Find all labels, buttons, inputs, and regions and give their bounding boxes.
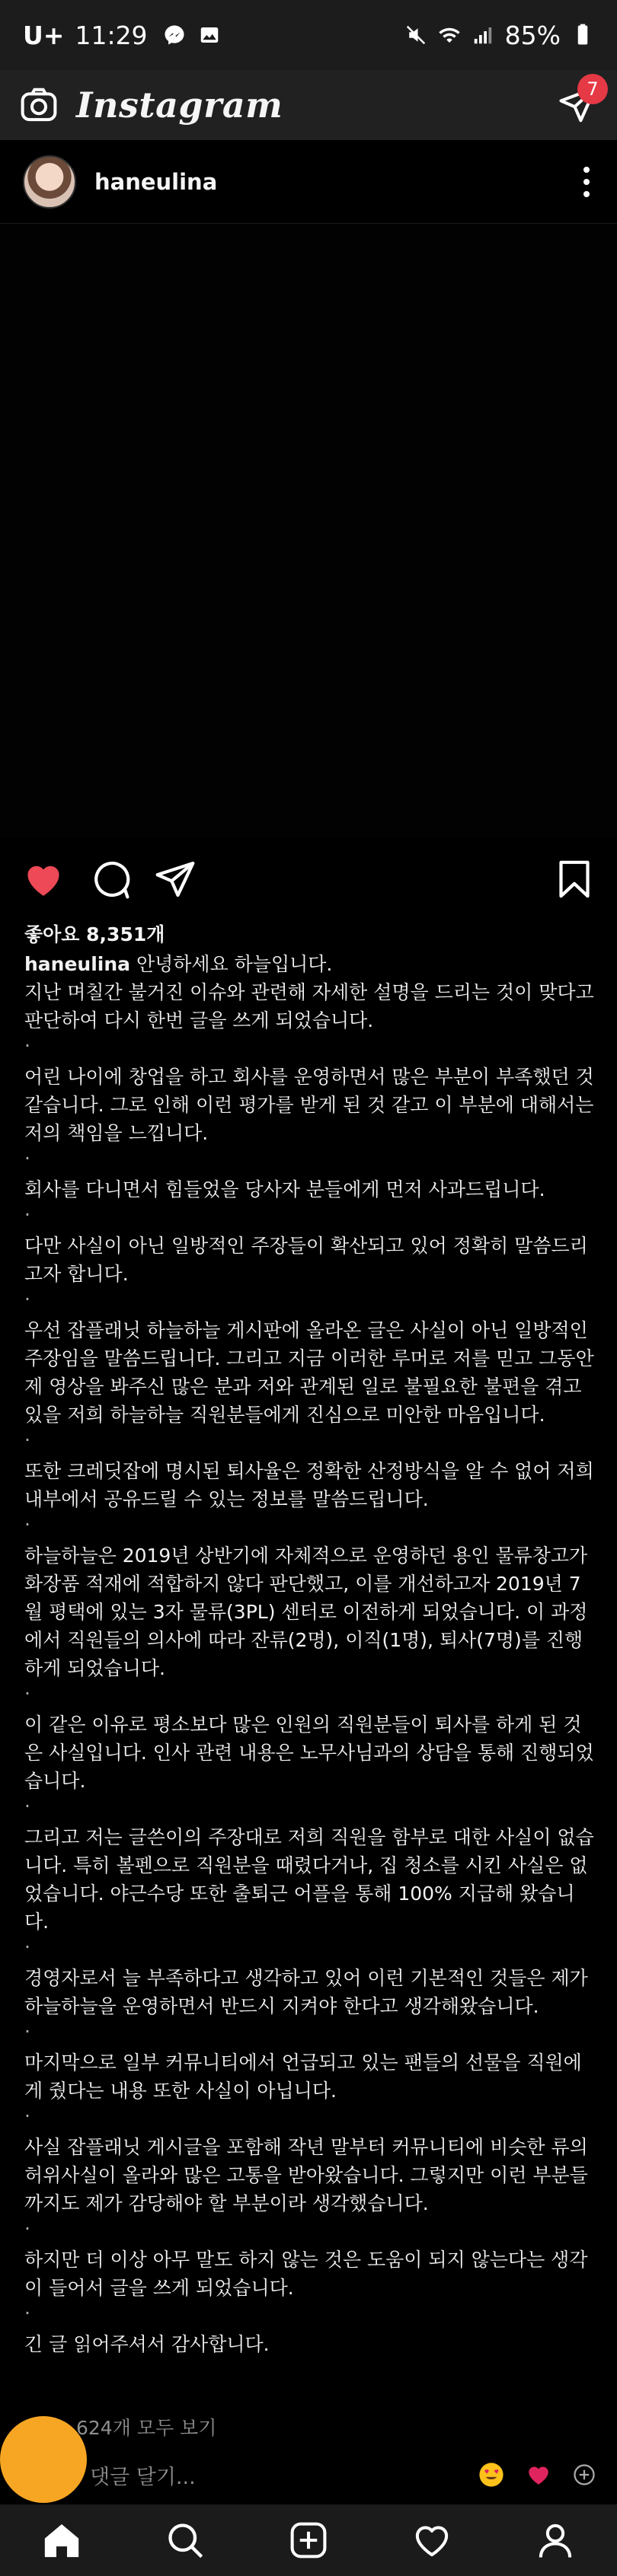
add-icon bbox=[288, 2520, 329, 2561]
bookmark-icon[interactable] bbox=[553, 858, 596, 901]
avatar[interactable] bbox=[23, 155, 76, 209]
caption-paragraph: 또한 크레딧잡에 명시된 퇴사율은 정확한 산정방식을 알 수 없어 저희 내부에서 공유드릴 수 있는 정보를 말씀드립니다. bbox=[24, 1460, 594, 1510]
quick-reactions bbox=[478, 2462, 596, 2488]
nav-profile[interactable] bbox=[532, 2517, 578, 2563]
activity-icon bbox=[411, 2520, 452, 2561]
red-heart-emoji-icon[interactable] bbox=[526, 2462, 551, 2488]
battery-percent: 85% bbox=[504, 20, 561, 50]
nav-home[interactable] bbox=[39, 2517, 85, 2563]
separator-dot: . bbox=[24, 1930, 30, 1953]
profile-icon bbox=[535, 2520, 576, 2561]
instagram-logo: Instagram bbox=[76, 84, 283, 126]
view-all-comments-link[interactable]: 624개 모두 보기 bbox=[76, 2417, 217, 2439]
post-username[interactable]: haneulina bbox=[94, 168, 218, 195]
caption-paragraph: 우선 잡플래닛 하늘하늘 게시판에 올라온 글은 사실이 아닌 일방적인 주장임을 말씀드립니다. 그리고 지금 이러한 루머로 저를 믿고 그동안 제 영상을 봐주신 많은 분과 저와 관계된 일로 불필요한 불편을 겪고 있을 저희 하늘하늘 직원분들에게 진심으로 미안한 마음입니다. bbox=[24, 1319, 594, 1426]
battery-icon bbox=[571, 24, 594, 46]
search-icon bbox=[165, 2520, 205, 2560]
share-icon[interactable] bbox=[154, 858, 197, 901]
post-caption bbox=[24, 950, 596, 2358]
post-media[interactable] bbox=[0, 224, 617, 837]
caption-paragraph: 다만 사실이 아닌 일방적인 주장들이 확산되고 있어 정확히 말씀드리고자 합니다. bbox=[24, 1235, 588, 1285]
caption-paragraph: 회사를 다니면서 힘들었을 당사자 분들에게 먼저 사과드립니다. bbox=[24, 1178, 545, 1200]
app-header bbox=[0, 70, 617, 140]
separator-dot: . bbox=[24, 2297, 30, 2319]
post-header bbox=[0, 140, 617, 224]
comment-input[interactable]: 댓글 달기... bbox=[90, 2465, 196, 2489]
carrier-label: U+ bbox=[23, 20, 65, 50]
camera-icon[interactable] bbox=[18, 84, 59, 126]
status-bar bbox=[0, 0, 617, 70]
separator-dot: . bbox=[24, 1142, 30, 1164]
comment-icon[interactable] bbox=[88, 858, 131, 901]
caption-paragraph: 긴 글 읽어주셔서 감사합니다. bbox=[24, 2333, 270, 2355]
mute-icon bbox=[404, 24, 427, 46]
caption-intro: 안녕하세요 하늘입니다. 지난 며칠간 불거진 이슈와 관련해 자세한 설명을 드리는 것이 맞다고 판단하여 다시 한번 글을 쓰게 되었습니다. bbox=[24, 953, 594, 1031]
separator-dot: . bbox=[24, 1283, 30, 1305]
bottom-nav bbox=[0, 2504, 617, 2576]
heart-eyes-emoji-icon[interactable] bbox=[478, 2462, 504, 2488]
separator-dot: . bbox=[24, 2099, 30, 2122]
separator-dot: . bbox=[24, 1198, 30, 1220]
comment-bar bbox=[0, 2451, 617, 2498]
separator-dot: . bbox=[24, 1790, 30, 1812]
post-actions bbox=[0, 845, 617, 913]
separator-dot: . bbox=[24, 1029, 30, 1051]
nav-activity[interactable] bbox=[409, 2517, 455, 2563]
caption-paragraph: 하지만 더 이상 아무 말도 하지 않는 것은 도움이 되지 않는다는 생각이 들어서 글을 쓰게 되었습니다. bbox=[24, 2249, 588, 2299]
dm-badge: 7 bbox=[577, 74, 608, 104]
add-reaction-icon[interactable] bbox=[573, 2463, 596, 2486]
caption-paragraph: 마지막으로 일부 커뮤니티에서 언급되고 있는 팬들의 선물을 직원에게 줬다는 내용 또한 사실이 아닙니다. bbox=[24, 2052, 582, 2102]
separator-dot: . bbox=[24, 2212, 30, 2234]
caption-paragraph: 이 같은 이유로 평소보다 많은 인원의 직원분들이 퇴사를 하게 된 것은 사실입니다. 인사 관련 내용은 노무사님과의 상담을 통해 진행되었습니다. bbox=[24, 1714, 594, 1792]
wifi-icon bbox=[438, 24, 461, 46]
direct-message-button[interactable] bbox=[558, 78, 599, 126]
heart-icon[interactable] bbox=[21, 857, 66, 901]
nav-create[interactable] bbox=[286, 2517, 331, 2563]
like-count[interactable]: 좋아요 8,351개 bbox=[24, 923, 165, 945]
caption-paragraph: 경영자로서 늘 부족하다고 생각하고 있어 이런 기본적인 것들은 제가 하늘하늘을 운영하면서 반드시 지켜야 한다고 생각해왔습니다. bbox=[24, 1967, 588, 2017]
notification-icons bbox=[163, 24, 221, 46]
home-icon bbox=[40, 2519, 83, 2562]
nav-search[interactable] bbox=[162, 2517, 208, 2563]
caption-paragraph: 하늘하늘은 2019년 상반기에 자체적으로 운영하던 용인 물류창고가 화장품 적재에 적합하지 않다 판단했고, 이를 개선하고자 2019년 7월 평택에 있는 3자 물류(3PL) 센터로 이전하게 되었습니다. 이 과정에서 직원들의 의사에 따라 잔류(2명), 이직(1명), 퇴사(7명)를 진행하게 되었습니다. bbox=[24, 1545, 588, 1679]
caption-paragraph: 그리고 저는 글쓴이의 주장대로 저희 직원을 함부로 대한 사실이 없습니다. 특히 볼펜으로 직원분을 때렸다거나, 집 청소를 시킨 사실은 없었습니다. 야근수당 또한 출퇴근 어플을 통해 100% 지급해 왔습니다. bbox=[24, 1826, 594, 1933]
caption-paragraph: 사실 잡플래닛 게시글을 포함해 작년 말부터 커뮤니티에 비슷한 류의 허위사실이 올라와 많은 고통을 받아왔습니다. 그렇지만 이런 부분들까지도 제가 감당해야 할 부분이라 생각했습니다. bbox=[24, 2136, 588, 2214]
more-icon[interactable] bbox=[579, 167, 594, 197]
status-time: 11:29 bbox=[75, 20, 148, 50]
messenger-icon bbox=[163, 24, 186, 46]
separator-dot: . bbox=[24, 1423, 30, 1446]
caption-username[interactable]: haneulina bbox=[24, 953, 131, 975]
separator-dot: . bbox=[24, 1508, 30, 1530]
signal-icon bbox=[472, 24, 494, 46]
separator-dot: . bbox=[24, 2015, 30, 2037]
floating-chat-bubble[interactable] bbox=[0, 2416, 87, 2503]
gallery-icon bbox=[198, 24, 221, 46]
separator-dot: . bbox=[24, 1677, 30, 1699]
caption-first bbox=[24, 950, 596, 1035]
caption-paragraph: 어린 나이에 창업을 하고 회사를 운영하면서 많은 부분이 부족했던 것 같습니다. 그로 인해 이런 평가를 받게 된 것 같고 이 부분에 대해서는 저의 책임을 느낍니다. bbox=[24, 1066, 594, 1144]
